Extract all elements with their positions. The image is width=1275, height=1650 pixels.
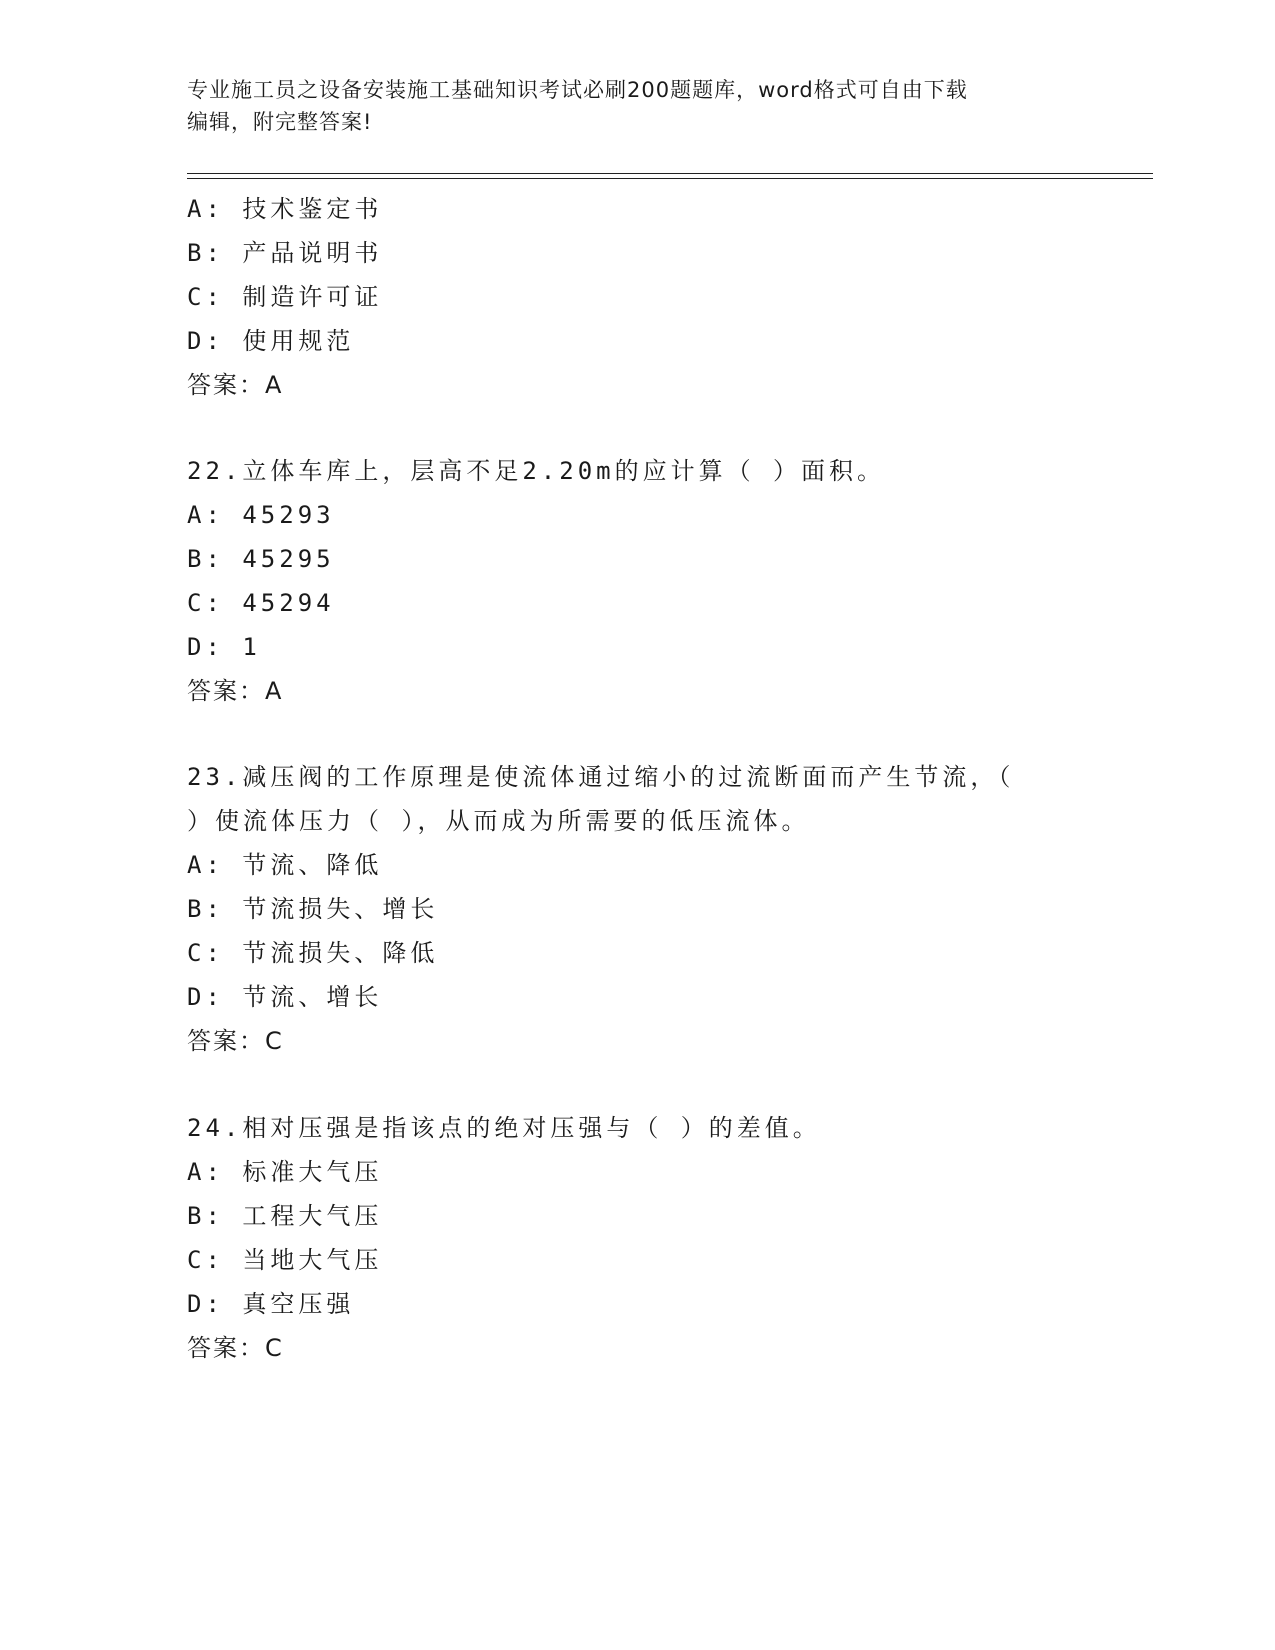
q24-option-c: C: 当地大气压 — [187, 1246, 383, 1274]
q21-option-b: B: 产品说明书 — [187, 239, 383, 267]
q24-option-b: B: 工程大气压 — [187, 1202, 383, 1230]
q24-answer: 答案：C — [187, 1334, 284, 1362]
q22-option-c: C: 45294 — [187, 589, 335, 617]
q21-answer: 答案：A — [187, 371, 284, 399]
q23-option-d: D: 节流、增长 — [187, 983, 383, 1011]
q23-answer: 答案：C — [187, 1027, 284, 1055]
q22-option-b: B: 45295 — [187, 545, 335, 573]
q24-option-d: D: 真空压强 — [187, 1290, 355, 1318]
header-line-1: 专业施工员之设备安装施工基础知识考试必刷200题题库，word格式可自由下载 — [187, 78, 968, 102]
q22-option-d: D: 1 — [187, 633, 261, 661]
q21-option-d: D: 使用规范 — [187, 327, 355, 355]
header-line-2: 编辑，附完整答案! — [187, 110, 373, 134]
q22-stem: 22.立体车库上，层高不足2.20m的应计算（ ）面积。 — [187, 457, 886, 485]
header-rule-bottom — [187, 178, 1153, 179]
document-header — [187, 74, 1087, 138]
q23-option-b: B: 节流损失、增长 — [187, 895, 439, 923]
q21-option-a: A: 技术鉴定书 — [187, 195, 383, 223]
q23-option-a: A: 节流、降低 — [187, 851, 383, 879]
q23-stem-line-1: 23.减压阀的工作原理是使流体通过缩小的过流断面而产生节流，（ — [187, 763, 1015, 791]
q24-option-a: A: 标准大气压 — [187, 1158, 383, 1186]
q24-stem: 24.相对压强是指该点的绝对压强与（ ）的差值。 — [187, 1114, 821, 1142]
q23-stem-line-2: ）使流体压力（ ），从而成为所需要的低压流体。 — [187, 807, 810, 835]
q23-option-c: C: 节流损失、降低 — [187, 939, 439, 967]
q22-option-a: A: 45293 — [187, 501, 335, 529]
header-rule-top — [187, 173, 1153, 174]
q21-option-c: C: 制造许可证 — [187, 283, 383, 311]
q22-answer: 答案：A — [187, 677, 284, 705]
